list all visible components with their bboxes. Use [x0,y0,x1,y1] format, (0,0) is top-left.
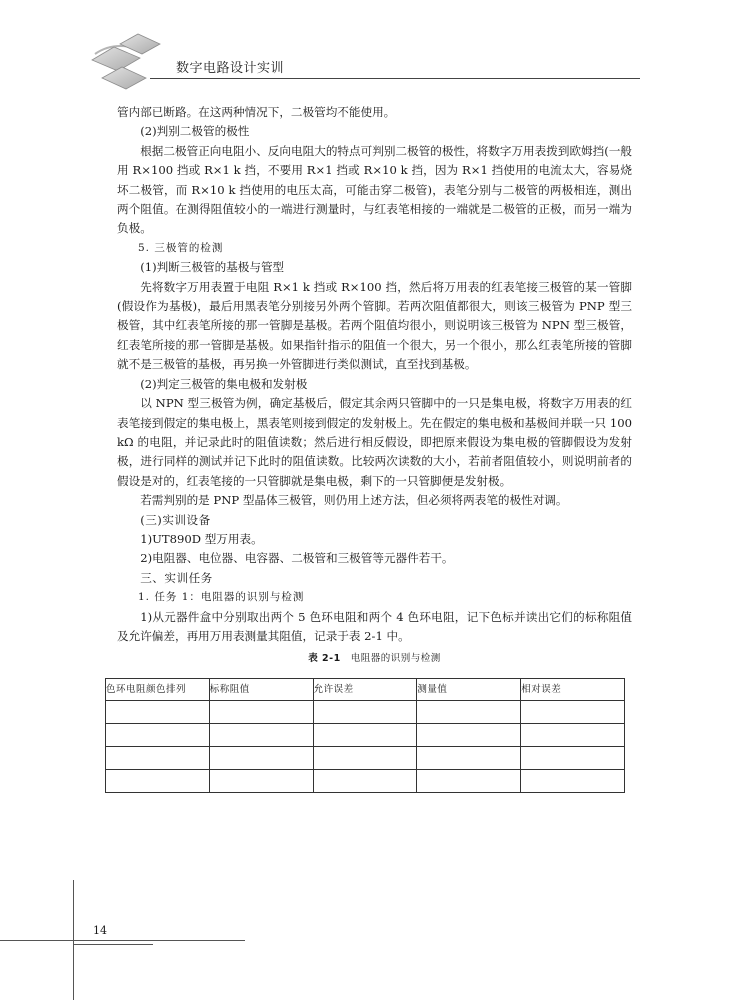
section-heading: 5. 三极管的检测 [138,241,224,254]
page-number: 14 [93,924,107,937]
table-cell [313,769,417,792]
column-header: 测量值 [417,678,521,700]
subheading: (2)判定三极管的集电极和发射极 [140,376,308,391]
table-cell [209,769,313,792]
table-cell [106,769,210,792]
crop-mark-horizontal [0,940,245,941]
table-row [106,700,625,723]
table-cell [313,723,417,746]
section-heading: (三)实训设备 [140,512,211,527]
page-body [106,103,632,793]
table-cell [106,746,210,769]
resistor-table [105,678,625,793]
paragraph: 若需判别的是 PNP 型晶体三极管，则仍用上述方法，但必须将两表笔的极性对调。 [140,493,568,508]
table-caption-title: 电阻器的识别与检测 [350,653,441,665]
page-header [0,0,750,100]
subheading: (2)判别二极管的极性 [140,124,250,139]
table-row [106,769,625,792]
column-header: 相对误差 [521,678,625,700]
table-header-row [106,678,625,700]
table-cell [106,700,210,723]
task-heading: 1. 任务 1：电阻器的识别与检测 [138,591,305,604]
table-row [106,723,625,746]
table-row [106,746,625,769]
table-cell [106,723,210,746]
paragraph: 先将数字万用表置于电阻 R×1 k 挡或 R×100 挡，然后将万用表的红表笔接三极管的某一管脚(假设作为基极)，最后用黑表笔分别接另外两个管脚。若两次阻值都很大，则该三极管为 PNP 型三极管，其中红表笔所接的那一管脚是基极。若两个阻值均很小，则说明该三极管为 NPN 型三极管，红表笔所接的那一管脚是基极。如果指针指示的阻值一个很大，另一个很小，那么红表笔所接的管脚就不是三极管的基极，再另换一外管脚进行类似测试，直至找到基极。 [117,279,632,372]
paragraph: 以 NPN 型三极管为例，确定基极后，假定其余两只管脚中的一只是集电极，将数字万用表的红表笔接到假定的集电极上，黑表笔则接到假定的发射极上。先在假定的集电极和基极间并联一只 100 kΩ 的电阻，并记录此时的阻值读数；然后进行相反假设，即把原来假设为集电极的管脚假设为发射极，进行同样的测试并记下此时的阻值读数。比较两次读数的大小，若前者阻值较小，则说明前者的假设是对的，红表笔接的一只管脚就是集电极，剩下的一只管脚便是发射极。 [117,396,632,488]
table-cell [209,700,313,723]
paragraph: 根据二极管正向电阻小、反向电阻大的特点可判别二极管的极性，将数字万用表拨到欧姆挡(一般用 R×100 挡或 R×1 k 挡，不要用 R×1 挡或 R×10 k 挡，因为 R×1 挡使用的电流太大，容易烧坏二极管，而 R×10 k 挡使用的电压太高，可能击穿二极管)，表笔分别与二极管的两极相连，测出两个阻值。在测得阻值较小的一端进行测量时，与红表笔相接的一端就是二极管的正极，而另一端为负极。 [117,143,632,236]
table-cell [521,746,625,769]
column-header: 色环电阻颜色排列 [106,678,210,700]
table-cell [417,700,521,723]
table-cell [521,769,625,792]
table-cell [313,700,417,723]
table-cell [417,723,521,746]
header-logo-tiles [0,0,170,100]
table-caption-number: 表 2-1 [308,653,341,665]
table-cell [313,746,417,769]
table-cell [521,723,625,746]
header-rule [150,78,640,79]
table-caption [117,649,632,668]
table-cell [417,746,521,769]
list-item: 1)UT890D 型万用表。 [140,531,263,546]
table-cell [209,723,313,746]
column-header: 标称阻值 [209,678,313,700]
table-cell [209,746,313,769]
paragraph: 1)从元器件盒中分别取出两个 5 色环电阻和两个 4 色环电阻，记下色标并读出它们的标称阻值及允许偏差，再用万用表测量其阻值，记录于表 2-1 中。 [117,609,632,643]
subheading: (1)判断三极管的基极与管型 [140,260,285,275]
table-cell [521,700,625,723]
paragraph: 管内部已断路。在这两种情况下，二极管均不能使用。 [117,105,396,119]
table-cell [417,769,521,792]
header-title: 数字电路设计实训 [176,61,285,76]
list-item: 2)电阻器、电位器、电容器、二极管和三极管等元器件若干。 [140,551,454,566]
section-heading: 三、实训任务 [140,570,213,585]
crop-mark-horizontal-short [73,944,153,945]
column-header: 允许误差 [313,678,417,700]
